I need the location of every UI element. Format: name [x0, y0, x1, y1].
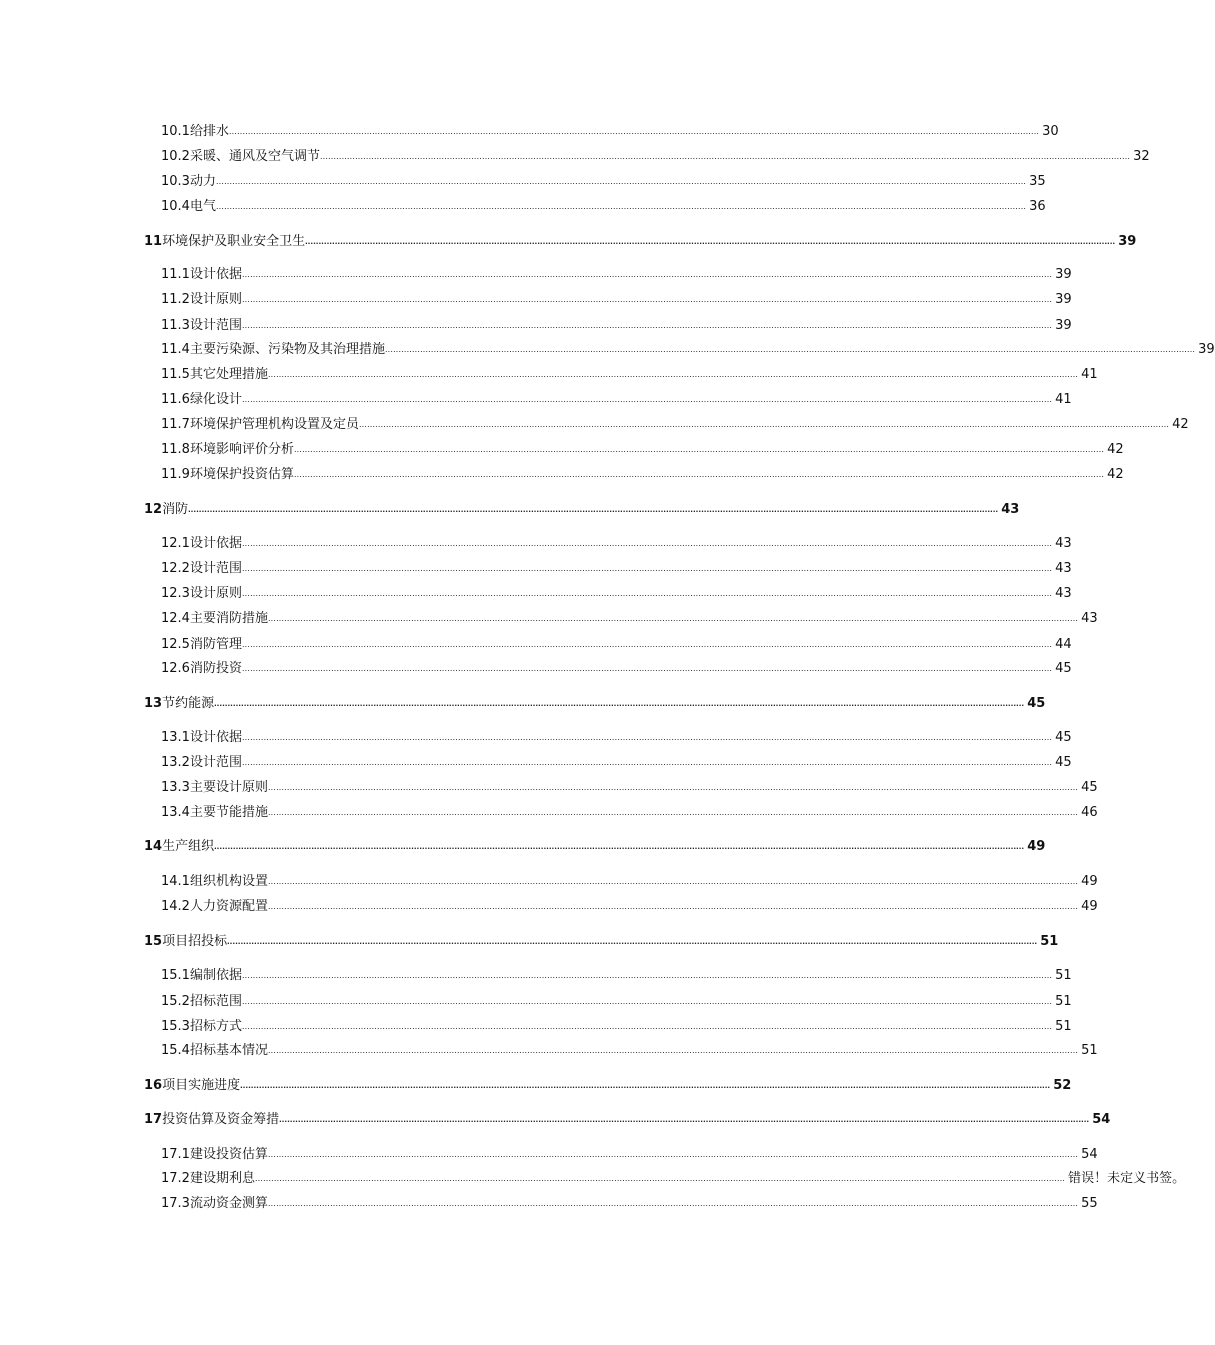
toc-page-number: 52 — [1053, 1078, 1072, 1093]
toc-number: 12.2 — [161, 561, 190, 576]
toc-leader-dots: ............................................................................................................................................................................................................................................................................................................ — [241, 320, 1053, 330]
toc-page-number: 51 — [1055, 968, 1072, 983]
toc-page-number: 39 — [1198, 342, 1215, 357]
toc-number: 11.9 — [161, 467, 190, 482]
toc-section-row[interactable] — [161, 288, 1072, 308]
toc-page-number: 45 — [1055, 730, 1072, 745]
toc-title: 设计原则 — [189, 292, 242, 307]
toc-page-number: 39 — [1055, 292, 1072, 307]
toc-leader-dots: ............................................................................................................................................................................................................................................................................................................ — [241, 757, 1053, 767]
toc-section-row[interactable] — [161, 338, 1215, 358]
toc-number: 13 — [144, 696, 163, 711]
toc-page-number: 39 — [1055, 318, 1072, 333]
toc-section-row[interactable] — [161, 263, 1072, 283]
toc-leader-dots: ............................................................................................................................................................................................................................................................................................................ — [227, 936, 1038, 946]
toc-chapter-row[interactable] — [144, 692, 1046, 712]
toc-section-row[interactable] — [161, 657, 1072, 677]
toc-number: 14.2 — [161, 899, 190, 914]
toc-leader-dots: ............................................................................................................................................................................................................................................................................................................ — [267, 1149, 1079, 1159]
toc-number: 13.2 — [161, 755, 190, 770]
toc-leader-dots: ............................................................................................................................................................................................................................................................................................................ — [215, 201, 1027, 211]
toc-chapter-row[interactable] — [144, 1108, 1111, 1128]
toc-page-number: 45 — [1027, 696, 1046, 711]
toc-title: 编制依据 — [189, 968, 242, 983]
toc-number: 13.1 — [161, 730, 190, 745]
toc-number: 16 — [144, 1078, 163, 1093]
toc-section-row[interactable] — [161, 363, 1098, 383]
toc-title: 招标基本情况 — [189, 1043, 268, 1058]
toc-title: 动力 — [189, 174, 216, 189]
toc-section-row[interactable] — [161, 726, 1072, 746]
toc-title: 设计范围 — [189, 318, 242, 333]
toc-leader-dots: ............................................................................................................................................................................................................................................................................................................ — [241, 732, 1053, 742]
toc-title: 消防 — [162, 502, 189, 517]
toc-number: 10.2 — [161, 149, 190, 164]
toc-leader-dots: ............................................................................................................................................................................................................................................................................................................ — [267, 369, 1079, 379]
toc-page-number: 35 — [1029, 174, 1046, 189]
toc-title: 设计依据 — [189, 536, 242, 551]
toc-section-row[interactable] — [161, 438, 1124, 458]
toc-title: 设计范围 — [189, 561, 242, 576]
toc-title: 环境影响评价分析 — [189, 442, 294, 457]
toc-page-number: 43 — [1055, 586, 1072, 601]
toc-section-row[interactable] — [161, 607, 1098, 627]
toc-title: 设计依据 — [189, 267, 242, 282]
toc-leader-dots: ............................................................................................................................................................................................................................................................................................................ — [188, 504, 999, 514]
toc-leader-dots: ............................................................................................................................................................................................................................................................................................................ — [254, 1173, 1066, 1183]
toc-leader-dots: ............................................................................................................................................................................................................................................................................................................ — [241, 294, 1053, 304]
toc-section-row[interactable] — [161, 776, 1098, 796]
toc-section-row[interactable] — [161, 463, 1124, 483]
toc-number: 11.7 — [161, 417, 190, 432]
toc-title: 环境保护及职业安全卫生 — [162, 234, 306, 249]
toc-page-number: 42 — [1107, 442, 1124, 457]
toc-title: 采暖、通风及空气调节 — [189, 149, 320, 164]
toc-leader-dots: ............................................................................................................................................................................................................................................................................................................ — [241, 269, 1053, 279]
toc-number: 17.2 — [161, 1171, 190, 1186]
toc-title: 组织机构设置 — [189, 874, 268, 889]
toc-title: 绿化设计 — [189, 392, 242, 407]
toc-section-row[interactable] — [161, 751, 1072, 771]
toc-leader-dots: ............................................................................................................................................................................................................................................................................................................ — [384, 344, 1196, 354]
toc-number: 11.6 — [161, 392, 190, 407]
toc-title: 流动资金测算 — [189, 1196, 268, 1211]
toc-page-number: 44 — [1055, 637, 1072, 652]
toc-chapter-row[interactable] — [144, 498, 1020, 518]
toc-section-row[interactable] — [161, 1015, 1072, 1035]
toc-leader-dots: ............................................................................................................................................................................................................................................................................................................ — [279, 1114, 1090, 1124]
toc-page-number: 30 — [1042, 124, 1059, 139]
toc-title: 主要污染源、污染物及其治理措施 — [189, 342, 385, 357]
toc-page-number: 46 — [1081, 805, 1098, 820]
toc-leader-dots: ............................................................................................................................................................................................................................................................................................................ — [293, 469, 1105, 479]
toc-page-number: 39 — [1055, 267, 1072, 282]
toc-page-number: 49 — [1081, 874, 1098, 889]
toc-leader-dots: ............................................................................................................................................................................................................................................................................................................ — [358, 419, 1170, 429]
toc-section-row[interactable] — [161, 532, 1072, 552]
toc-number: 11.3 — [161, 318, 190, 333]
toc-leader-dots: ............................................................................................................................................................................................................................................................................................................ — [267, 876, 1079, 886]
toc-leader-dots: ............................................................................................................................................................................................................................................................................................................ — [241, 970, 1053, 980]
toc-page-number: 43 — [1055, 536, 1072, 551]
toc-title: 主要消防措施 — [189, 611, 268, 626]
toc-section-row[interactable] — [161, 990, 1072, 1010]
toc-page-number: 49 — [1081, 899, 1098, 914]
toc-section-row[interactable] — [161, 413, 1189, 433]
toc-title: 招标方式 — [189, 1019, 242, 1034]
toc-number: 14.1 — [161, 874, 190, 889]
toc-number: 11 — [144, 234, 163, 249]
toc-number: 10.1 — [161, 124, 190, 139]
toc-section-row[interactable] — [161, 170, 1046, 190]
toc-number: 10.3 — [161, 174, 190, 189]
toc-number: 11.1 — [161, 267, 190, 282]
toc-section-row[interactable] — [161, 895, 1098, 915]
toc-section-row[interactable] — [161, 1167, 1186, 1187]
toc-section-row[interactable] — [161, 145, 1150, 165]
toc-leader-dots: ............................................................................................................................................................................................................................................................................................................ — [267, 807, 1079, 817]
toc-number: 12.6 — [161, 661, 190, 676]
toc-leader-dots: ............................................................................................................................................................................................................................................................................................................ — [214, 841, 1025, 851]
toc-page-error: 错误！未定义书签。 — [1068, 1171, 1186, 1186]
toc-section-row[interactable] — [161, 1143, 1098, 1163]
toc-section-row[interactable] — [161, 314, 1072, 334]
toc-section-row[interactable] — [161, 964, 1072, 984]
toc-page-number: 51 — [1055, 994, 1072, 1009]
toc-page-number: 45 — [1055, 661, 1072, 676]
toc-number: 11.8 — [161, 442, 190, 457]
toc-number: 15 — [144, 934, 163, 949]
toc-title: 消防管理 — [189, 637, 242, 652]
toc-page-number: 55 — [1081, 1196, 1098, 1211]
toc-title: 投资估算及资金筹措 — [162, 1112, 280, 1127]
toc-section-row[interactable] — [161, 582, 1072, 602]
toc-number: 12.5 — [161, 637, 190, 652]
toc-section-row[interactable] — [161, 388, 1072, 408]
toc-section-row[interactable] — [161, 1039, 1098, 1059]
toc-title: 生产组织 — [162, 839, 215, 854]
toc-number: 12 — [144, 502, 163, 517]
toc-chapter-row[interactable] — [144, 930, 1059, 950]
toc-number: 17 — [144, 1112, 163, 1127]
toc-chapter-row[interactable] — [144, 835, 1046, 855]
toc-title: 其它处理措施 — [189, 367, 268, 382]
toc-number: 17.3 — [161, 1196, 190, 1211]
toc-page-number: 54 — [1081, 1147, 1098, 1162]
toc-leader-dots: ............................................................................................................................................................................................................................................................................................................ — [214, 698, 1025, 708]
toc-title: 主要设计原则 — [189, 780, 268, 795]
toc-page-number: 51 — [1040, 934, 1059, 949]
toc-leader-dots: ............................................................................................................................................................................................................................................................................................................ — [241, 538, 1053, 548]
toc-chapter-row[interactable] — [144, 1074, 1072, 1094]
toc-page-number: 49 — [1027, 839, 1046, 854]
toc-number: 14 — [144, 839, 163, 854]
toc-leader-dots: ............................................................................................................................................................................................................................................................................................................ — [241, 663, 1053, 673]
toc-section-row[interactable] — [161, 870, 1098, 890]
toc-leader-dots: ............................................................................................................................................................................................................................................................................................................ — [228, 126, 1040, 136]
toc-page-number: 41 — [1055, 392, 1072, 407]
toc-leader-dots: ............................................................................................................................................................................................................................................................................................................ — [240, 1080, 1051, 1090]
toc-title: 环境保护投资估算 — [189, 467, 294, 482]
toc-title: 项目实施进度 — [162, 1078, 241, 1093]
toc-leader-dots: ............................................................................................................................................................................................................................................................................................................ — [241, 563, 1053, 573]
toc-title: 招标范围 — [189, 994, 242, 1009]
toc-number: 12.1 — [161, 536, 190, 551]
toc-leader-dots: ............................................................................................................................................................................................................................................................................................................ — [267, 613, 1079, 623]
toc-title: 给排水 — [189, 124, 229, 139]
toc-page-number: 54 — [1092, 1112, 1111, 1127]
toc-chapter-row[interactable] — [144, 230, 1137, 250]
toc-leader-dots: ............................................................................................................................................................................................................................................................................................................ — [267, 1045, 1079, 1055]
toc-number: 15.1 — [161, 968, 190, 983]
toc-page-number: 43 — [1081, 611, 1098, 626]
toc-leader-dots: ............................................................................................................................................................................................................................................................................................................ — [241, 996, 1053, 1006]
toc-section-row[interactable] — [161, 633, 1072, 653]
toc-number: 12.4 — [161, 611, 190, 626]
toc-title: 设计原则 — [189, 586, 242, 601]
toc-leader-dots: ............................................................................................................................................................................................................................................................................................................ — [267, 1198, 1079, 1208]
toc-title: 建设投资估算 — [189, 1147, 268, 1162]
toc-leader-dots: ............................................................................................................................................................................................................................................................................................................ — [319, 151, 1131, 161]
toc-page-number: 51 — [1055, 1019, 1072, 1034]
toc-leader-dots: ............................................................................................................................................................................................................................................................................................................ — [241, 394, 1053, 404]
toc-title: 节约能源 — [162, 696, 215, 711]
toc-number: 11.4 — [161, 342, 190, 357]
toc-page-number: 43 — [1055, 561, 1072, 576]
toc-number: 15.4 — [161, 1043, 190, 1058]
toc-number: 12.3 — [161, 586, 190, 601]
toc-number: 11.2 — [161, 292, 190, 307]
toc-number: 13.3 — [161, 780, 190, 795]
toc-title: 建设期利息 — [189, 1171, 255, 1186]
toc-title: 设计范围 — [189, 755, 242, 770]
toc-title: 电气 — [189, 199, 216, 214]
toc-leader-dots: ............................................................................................................................................................................................................................................................................................................ — [241, 639, 1053, 649]
toc-section-row[interactable] — [161, 195, 1046, 215]
toc-page-number: 32 — [1133, 149, 1150, 164]
toc-page-number: 39 — [1118, 234, 1137, 249]
toc-leader-dots: ............................................................................................................................................................................................................................................................................................................ — [267, 901, 1079, 911]
toc-page-number: 45 — [1055, 755, 1072, 770]
toc-number: 15.2 — [161, 994, 190, 1009]
toc-leader-dots: ............................................................................................................................................................................................................................................................................................................ — [305, 236, 1116, 246]
toc-number: 13.4 — [161, 805, 190, 820]
toc-leader-dots: ............................................................................................................................................................................................................................................................................................................ — [241, 588, 1053, 598]
toc-number: 11.5 — [161, 367, 190, 382]
toc-page-number: 41 — [1081, 367, 1098, 382]
toc-leader-dots: ............................................................................................................................................................................................................................................................................................................ — [293, 444, 1105, 454]
toc-title: 环境保护管理机构设置及定员 — [189, 417, 359, 432]
toc-title: 消防投资 — [189, 661, 242, 676]
toc-page-number: 42 — [1172, 417, 1189, 432]
toc-leader-dots: ............................................................................................................................................................................................................................................................................................................ — [241, 1021, 1053, 1031]
toc-title: 主要节能措施 — [189, 805, 268, 820]
toc-section-row[interactable] — [161, 557, 1072, 577]
toc-number: 15.3 — [161, 1019, 190, 1034]
toc-page-number: 43 — [1001, 502, 1020, 517]
toc-title: 项目招投标 — [162, 934, 228, 949]
toc-page-number: 36 — [1029, 199, 1046, 214]
toc-leader-dots: ............................................................................................................................................................................................................................................................................................................ — [215, 176, 1027, 186]
toc-section-row[interactable] — [161, 1192, 1098, 1212]
toc-title: 设计依据 — [189, 730, 242, 745]
toc-page-number: 51 — [1081, 1043, 1098, 1058]
toc-number: 10.4 — [161, 199, 190, 214]
toc-title: 人力资源配置 — [189, 899, 268, 914]
toc-page-number: 45 — [1081, 780, 1098, 795]
toc-leader-dots: ............................................................................................................................................................................................................................................................................................................ — [267, 782, 1079, 792]
toc-section-row[interactable] — [161, 120, 1059, 140]
toc-number: 17.1 — [161, 1147, 190, 1162]
toc-section-row[interactable] — [161, 801, 1098, 821]
toc-page-number: 42 — [1107, 467, 1124, 482]
